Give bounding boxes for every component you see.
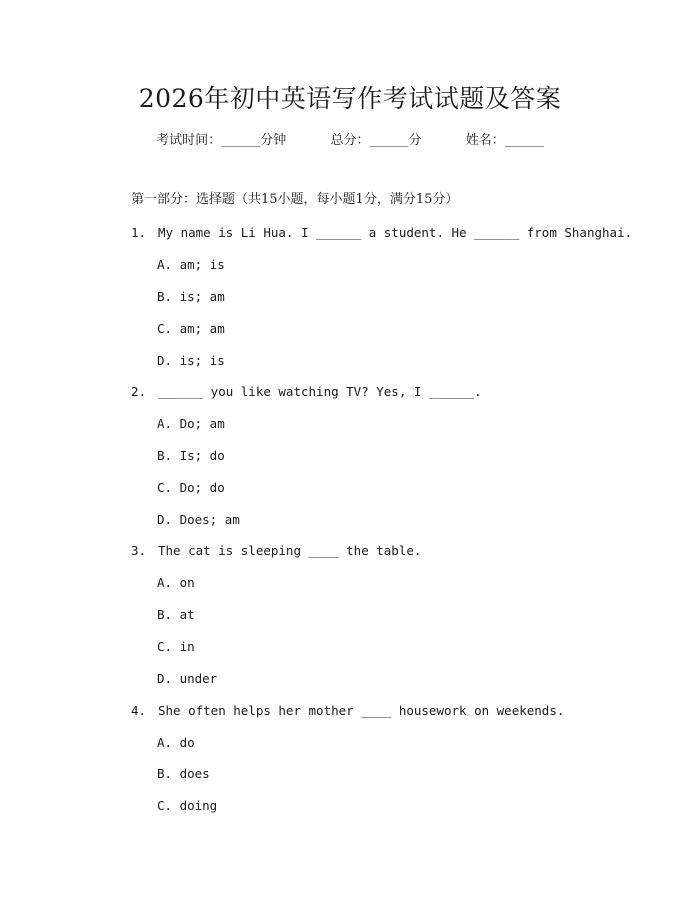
question-number: 4.: [131, 703, 147, 718]
question-text: My name is Li Hua. I ______ a student. He ______ from Shanghai.: [158, 225, 633, 240]
option-4a: A. do: [157, 735, 195, 750]
option-1c: C. am; am: [157, 321, 225, 336]
question-2: [131, 382, 482, 402]
score-blank: ______: [369, 133, 409, 148]
section-heading: 第一部分：选择题（共15小题，每小题1分，满分15分）: [131, 192, 459, 207]
question-text: She often helps her mother ____ housework on weekends.: [158, 703, 565, 718]
question-3: [131, 541, 421, 561]
option-1a: A. am; is: [157, 257, 225, 272]
option-2b: B. Is; do: [157, 448, 225, 463]
score-label: 总分：: [330, 133, 370, 148]
score-unit: 分: [408, 133, 422, 148]
exam-meta-line: [0, 131, 700, 151]
name-label: 姓名：: [465, 133, 505, 148]
question-text: The cat is sleeping ____ the table.: [158, 543, 422, 558]
page-title: 2026年初中英语写作考试试题及答案: [138, 84, 562, 113]
option-4b: B. does: [157, 766, 210, 781]
option-2d: D. Does; am: [157, 512, 240, 527]
option-2a: A. Do; am: [157, 416, 225, 431]
question-text: ______ you like watching TV? Yes, I ______.: [158, 384, 482, 399]
option-4c: C. doing: [157, 798, 218, 813]
question-number: 2.: [131, 384, 147, 399]
time-blank: ______: [221, 133, 261, 148]
name-blank: ______: [504, 133, 544, 148]
option-3b: B. at: [157, 607, 195, 622]
option-3d: D. under: [157, 671, 218, 686]
question-number: 1.: [131, 225, 147, 240]
question-4: [131, 701, 564, 721]
option-1d: D. is; is: [157, 353, 225, 368]
option-3a: A. on: [157, 575, 195, 590]
option-3c: C. in: [157, 639, 195, 654]
option-1b: B. is; am: [157, 289, 225, 304]
question-number: 3.: [131, 543, 147, 558]
option-2c: C. Do; do: [157, 480, 225, 495]
question-1: [131, 223, 632, 243]
time-label: 考试时间：: [156, 133, 222, 148]
time-unit: 分钟: [260, 133, 287, 148]
